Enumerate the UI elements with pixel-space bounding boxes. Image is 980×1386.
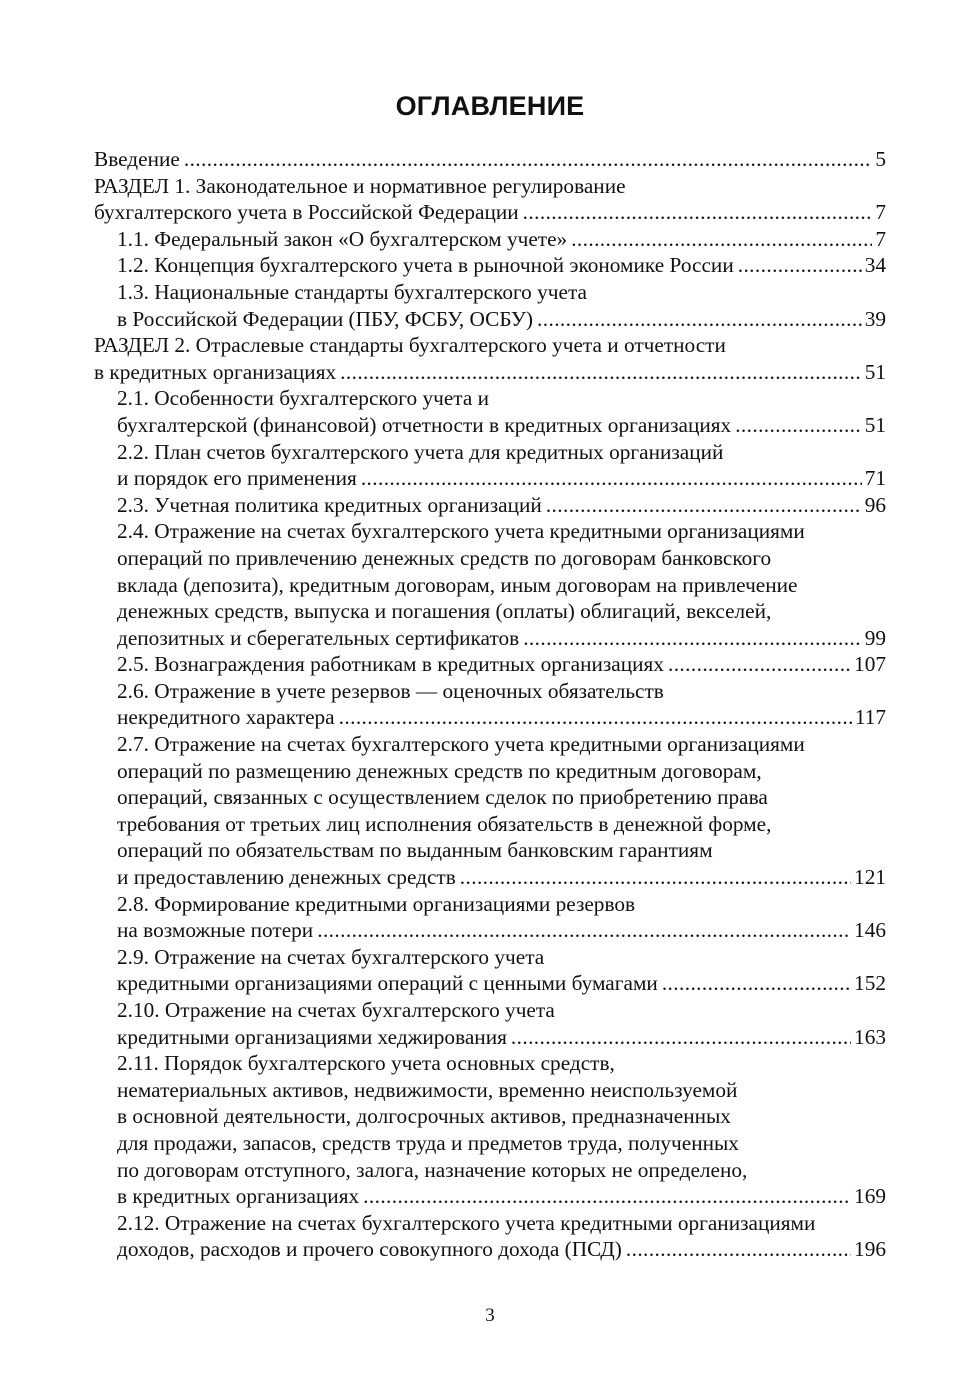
toc-entry-text-line: операций, связанных с осуществлением сделок по приобретению права [117,785,768,810]
dot-leader [626,1236,851,1263]
dot-leader [361,465,862,492]
toc-page-number: 163 [854,1024,886,1049]
toc-entry-text-line: операций по привлечению денежных средств по договорам банковского [117,545,772,570]
toc-section[interactable] [94,332,886,385]
toc-entry-text-line: в Российской Федерации (ПБУ, ФСБУ, ОСБУ) [117,306,534,331]
toc-entry-text-line: РАЗДЕЛ 2. Отраслевые стандарты бухгалтерского учета и отчетности [94,333,726,358]
toc-page-number: 152 [854,971,886,996]
toc-subsection[interactable] [94,944,886,997]
toc-entry-text-line: бухгалтерского учета в Российской Федерации [94,200,519,225]
toc-entry-text-line: требования от третьих лиц исполнения обязательств в денежной форме, [117,811,772,836]
dot-leader [460,864,851,891]
dot-leader [735,412,862,439]
toc-page-number: 51 [864,412,886,437]
toc-page-number: 146 [854,918,886,943]
toc-entry-text-line: в основной деятельности, долгосрочных активов, предназначенных [117,1104,731,1129]
toc-entry-text-line: в кредитных организациях [94,359,337,384]
toc-entry-final-line [117,625,886,652]
toc-subsection[interactable] [94,731,886,891]
dot-leader [523,199,873,226]
toc-entry-text-line: 2.8. Формирование кредитными организациями резервов [117,891,636,916]
toc-entry-final-line [117,704,886,731]
toc-subsection[interactable] [94,678,886,731]
toc-page-number: 107 [854,652,886,677]
toc-entry-text-line: депозитных и сберегательных сертификатов [117,625,520,650]
dot-leader [662,970,851,997]
toc-entry-text-line: операций по размещению денежных средств по кредитным договорам, [117,758,762,783]
toc-entry-final-line [117,412,886,439]
toc-entry-text-line: денежных средств, выпуска и погашения (оплаты) облигаций, векселей, [117,599,772,624]
toc-subsection[interactable] [94,1050,886,1210]
toc-page-number: 99 [864,625,886,650]
toc-entry-text-line: 2.1. Особенности бухгалтерского учета и [117,386,490,411]
toc-subsection[interactable] [94,997,886,1050]
toc-entry-text-line: в кредитных организациях [117,1184,360,1209]
toc-page-number: 196 [854,1237,886,1262]
dot-leader [363,1183,851,1210]
toc-entry-text-line: 1.3. Национальные стандарты бухгалтерского учета [117,279,587,304]
dot-leader [668,651,851,678]
toc-page-number: 169 [854,1184,886,1209]
toc-entry-text-line: на возможные потери [117,918,314,943]
dot-leader [523,625,862,652]
toc-entry-text-line: 1.1. Федеральный закон «О бухгалтерском учете» [117,226,568,251]
toc-subsection[interactable] [94,1210,886,1263]
toc-page-number: 5 [875,147,886,171]
toc-subsection[interactable] [94,651,886,678]
dot-leader [511,1024,851,1051]
toc-entry-text-line: по договорам отступного, залога, назначение которых не определено, [117,1157,748,1182]
toc-entry-text-line: некредитного характера [117,705,335,730]
toc-entry-text-line: 2.11. Порядок бухгалтерского учета основных средств, [117,1051,615,1076]
toc-entry-final-line [94,359,886,386]
dot-leader [340,359,862,386]
toc-entry-text-line: доходов, расходов и прочего совокупного дохода (ПСД) [117,1237,622,1262]
toc-entry-text-line: 2.5. Вознаграждения работникам в кредитных организациях [117,652,664,677]
toc-entry-text-line: 2.7. Отражение на счетах бухгалтерского учета кредитными организациями [117,732,805,757]
dot-leader [571,226,872,253]
dot-leader [537,306,862,333]
toc-entry-final-line [94,199,886,226]
toc-entry-final-line [117,465,886,492]
dot-leader [546,492,862,519]
toc-entry-text-line: 2.12. Отражение на счетах бухгалтерского учета кредитными организациями [117,1210,816,1235]
dot-leader [184,146,873,173]
dot-leader [317,917,851,944]
toc-entry-final-line [94,146,886,173]
toc-entry-text-line: 1.2. Концепция бухгалтерского учета в рыночной экономике России [117,253,734,278]
table-of-contents [94,146,886,1263]
toc-entry-final-line [117,226,886,253]
toc-section[interactable] [94,146,886,173]
toc-entry-final-line [117,651,886,678]
toc-page-number: 7 [875,226,886,251]
page-number: 3 [485,1305,495,1326]
toc-entry-text-line: 2.9. Отражение на счетах бухгалтерского учета [117,944,545,969]
toc-entry-text-line: кредитными организациями хеджирования [117,1024,507,1049]
toc-entry-text-line: и предоставлению денежных средств [117,865,456,890]
toc-subsection[interactable] [94,891,886,944]
dot-leader [738,252,862,279]
toc-page-number: 96 [864,492,886,517]
toc-entry-final-line [117,864,886,891]
toc-entry-text-line: 2.2. План счетов бухгалтерского учета для кредитных организаций [117,439,724,464]
toc-page-number: 121 [854,865,886,890]
toc-entry-text-line: для продажи, запасов, средств труда и предметов труда, полученных [117,1130,739,1155]
toc-entry-text-line: и порядок его применения [117,466,357,491]
toc-subsection[interactable] [94,492,886,519]
toc-page-number: 71 [864,466,886,491]
toc-entry-text-line: вклада (депозита), кредитным договорам, иным договорам на привлечение [117,572,798,597]
toc-entry-text-line: нематериальных активов, недвижимости, временно неиспользуемой [117,1077,738,1102]
toc-page-number: 34 [864,253,886,278]
toc-section[interactable] [94,173,886,226]
toc-entry-text-line: Введение [94,147,180,171]
toc-page-number: 51 [864,359,886,384]
toc-subsection[interactable] [94,439,886,492]
toc-subsection[interactable] [94,226,886,253]
toc-entry-final-line [117,1183,886,1210]
toc-entry-final-line [117,970,886,997]
toc-entry-final-line [117,306,886,333]
toc-entry-final-line [117,252,886,279]
toc-entry-text-line: 2.4. Отражение на счетах бухгалтерского учета кредитными организациями [117,519,805,544]
toc-subsection[interactable] [94,279,886,332]
toc-entry-text-line: операций по обязательствам по выданным банковским гарантиям [117,838,713,863]
toc-page-number: 117 [854,705,886,730]
toc-entry-text-line: 2.6. Отражение в учете резервов — оценочных обязательств [117,678,664,703]
toc-entry-final-line [117,917,886,944]
toc-entry-final-line [117,1236,886,1263]
page-title: ОГЛАВЛЕНИЕ [395,91,585,121]
toc-page-number: 7 [875,200,886,225]
toc-entry-final-line [117,492,886,519]
toc-entry-final-line [117,1024,886,1051]
toc-subsection[interactable] [94,252,886,279]
toc-entry-text-line: бухгалтерской (финансовой) отчетности в кредитных организациях [117,412,732,437]
toc-entry-text-line: РАЗДЕЛ 1. Законодательное и нормативное регулирование [94,173,626,198]
toc-page-number: 39 [864,306,886,331]
toc-subsection[interactable] [94,518,886,651]
toc-entry-text-line: 2.10. Отражение на счетах бухгалтерского учета [117,998,555,1022]
toc-entry-text-line: 2.3. Учетная политика кредитных организаций [117,492,542,517]
toc-subsection[interactable] [94,385,886,438]
toc-entry-text-line: кредитными организациями операций с ценными бумагами [117,971,658,996]
dot-leader [339,704,852,731]
